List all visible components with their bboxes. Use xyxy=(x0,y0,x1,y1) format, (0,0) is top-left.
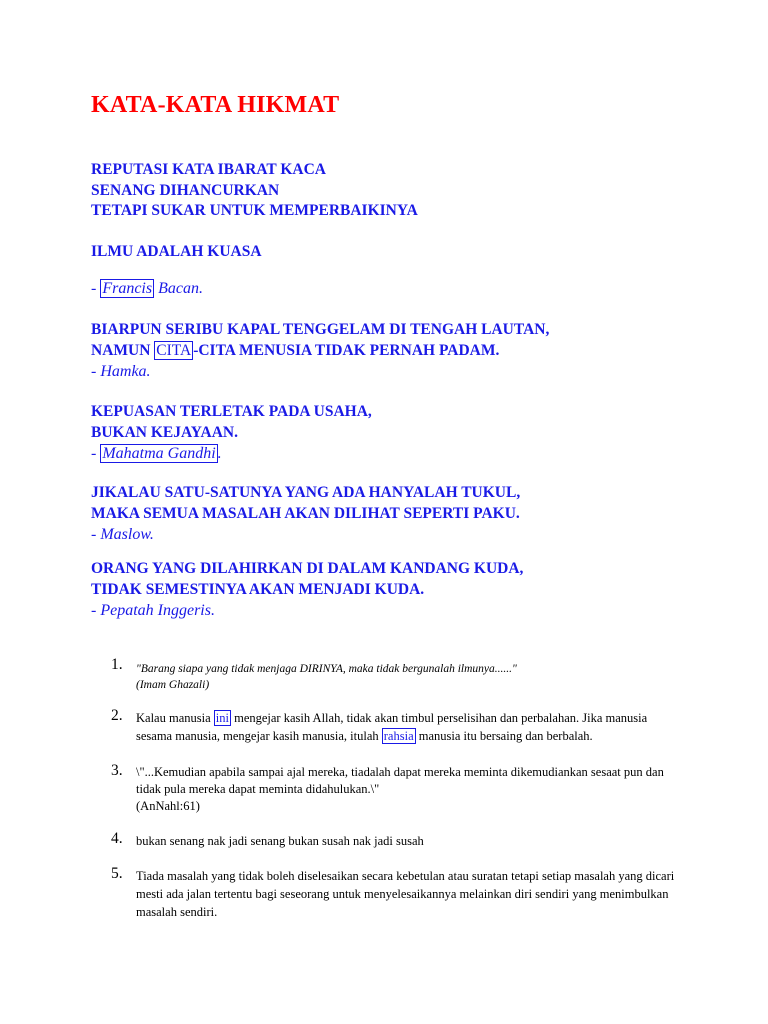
attribution-suffix: Bacan. xyxy=(154,280,203,297)
attribution-pepatah: - Pepatah Inggeris. xyxy=(91,602,215,619)
list-number: 4. xyxy=(111,830,123,847)
quote-line: JIKALAU SATU-SATUNYA YANG ADA HANYALAH TUKUL, xyxy=(91,484,521,501)
attribution-maslow: - Maslow. xyxy=(91,526,154,543)
quote-reputasi xyxy=(91,160,418,222)
quote-biarpun xyxy=(91,320,549,382)
list-item-part: manusia itu bersaing dan berbalah. xyxy=(415,729,593,743)
quote-line xyxy=(91,341,549,362)
attribution-suffix: . xyxy=(217,445,222,462)
list-item-text xyxy=(136,661,676,693)
link-mahatma-gandhi[interactable]: Mahatma Gandhi xyxy=(102,445,216,462)
attribution-francis xyxy=(91,280,203,298)
attribution-prefix: - xyxy=(91,280,101,297)
list-number: 5. xyxy=(111,865,123,882)
quote-jikalau xyxy=(91,483,520,545)
quote-ilmu xyxy=(91,242,262,263)
attribution-prefix: - xyxy=(91,445,101,462)
list-item-text xyxy=(136,764,676,815)
link-cita[interactable]: CITA xyxy=(156,341,192,359)
quote-line: MAKA SEMUA MASALAH AKAN DILIHAT SEPERTI PAKU. xyxy=(91,504,520,522)
quote-kepuasan xyxy=(91,402,372,464)
list-item-line: \"...Kemudian apabila sampai ajal mereka, tiadalah dapat mereka meminta dikemudiankan sesaat pun dan tidak pula mereka dapat meminta didahulukan.\" xyxy=(136,765,664,796)
link-rahsia[interactable]: rahsia xyxy=(383,729,414,743)
list-item-part: Kalau manusia xyxy=(136,711,214,725)
list-item-part: mengejar kasih Allah, tidak akan timbul perselisihan dan perbalahan. Jika manusia sesama manusia, mengejar kasih manusia, itulah xyxy=(136,711,648,743)
quote-line: REPUTASI KATA IBARAT KACA xyxy=(91,161,326,178)
quote-line: ILMU ADALAH KUASA xyxy=(91,243,262,260)
list-item-line: "Barang siapa yang tidak menjaga DIRINYA, maka tidak bergunalah ilmunya......" xyxy=(136,663,517,675)
page-title: KATA-KATA HIKMAT xyxy=(91,92,340,118)
quote-line: TIDAK SEMESTINYA AKAN MENJADI KUDA. xyxy=(91,580,425,598)
quote-orang xyxy=(91,559,523,621)
list-item-line: (Imam Ghazali) xyxy=(136,679,210,691)
link-ini[interactable]: ini xyxy=(215,711,229,725)
quote-line: BIARPUN SERIBU KAPAL TENGGELAM DI TENGAH LAUTAN, xyxy=(91,321,550,338)
list-number: 2. xyxy=(111,707,123,724)
list-number: 3. xyxy=(111,762,123,779)
attribution-gandhi xyxy=(91,443,372,464)
quote-line: ORANG YANG DILAHIRKAN DI DALAM KANDANG KUDA, xyxy=(91,560,524,577)
list-item-text xyxy=(136,709,676,745)
quote-line: SENANG DIHANCURKAN xyxy=(91,181,280,199)
list-number: 1. xyxy=(111,656,123,673)
list-item-line: (AnNahl:61) xyxy=(136,799,200,813)
quote-line: TETAPI SUKAR UNTUK MEMPERBAIKINYA xyxy=(91,202,418,219)
link-francis[interactable]: Francis xyxy=(102,280,153,297)
attribution-hamka: - Hamka. xyxy=(91,363,151,380)
quote-line-suffix: -CITA MENUSIA TIDAK PERNAH PADAM. xyxy=(193,341,500,359)
list-item-text: bukan senang nak jadi senang bukan susah nak jadi susah xyxy=(136,834,424,848)
list-item-text: Tiada masalah yang tidak boleh diselesaikan secara kebetulan atau suratan tetapi setiap masalah yang dicari mesti ada jalan tertentu bagi seseorang untuk menyelesaikannya melainkan diri sendiri yang menimbulkan masalah sendiri. xyxy=(136,869,675,919)
quote-line-prefix: NAMUN xyxy=(91,341,155,359)
quote-line: KEPUASAN TERLETAK PADA USAHA, xyxy=(91,403,372,420)
quote-line: BUKAN KEJAYAAN. xyxy=(91,423,238,441)
